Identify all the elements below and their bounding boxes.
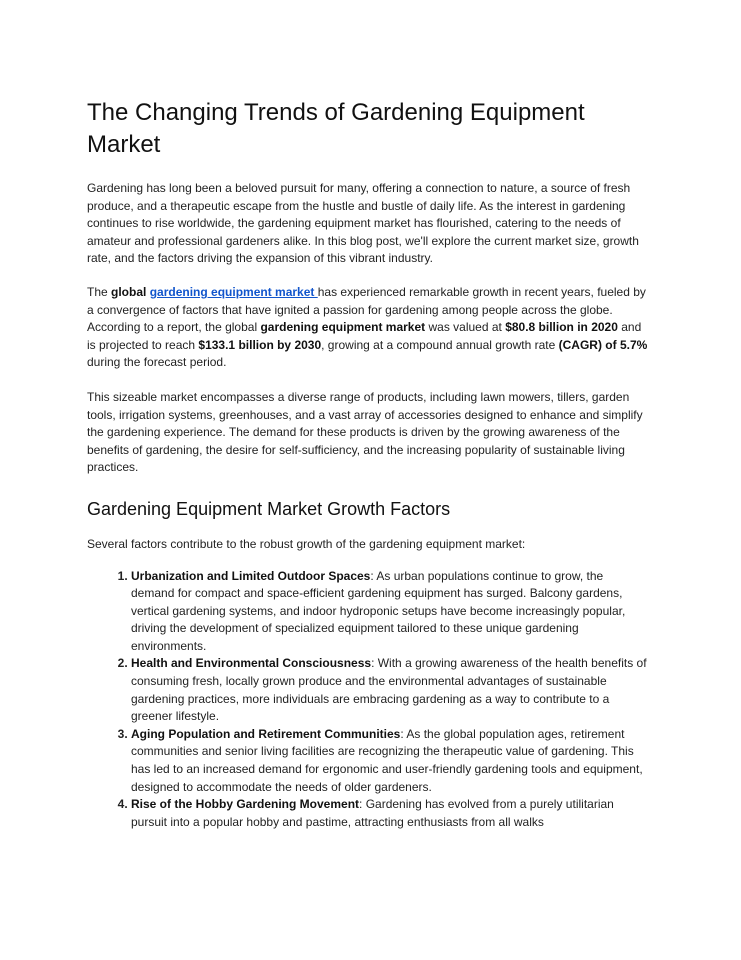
factors-list [87, 568, 649, 832]
list-item [131, 655, 649, 725]
market-text-3: was valued at [425, 320, 506, 335]
list-item [131, 796, 649, 831]
section-intro: Several factors contribute to the robust growth of the gardening equipment market: [87, 536, 526, 551]
market-text-6: during the forecast period. [87, 355, 227, 370]
list-item [131, 568, 649, 656]
factor-text: : Gardening has evolved from a purely utilitarian pursuit into a popular hobby and pastime, attracting enthusiasts from all walks [131, 797, 614, 829]
market-cagr: (CAGR) of 5.7% [558, 337, 648, 352]
factor-title: Aging Population and Retirement Communities [131, 726, 401, 741]
market-value-2030: $133.1 billion by 2030 [198, 337, 322, 352]
page-title: The Changing Trends of Gardening Equipment Market [87, 99, 585, 158]
factor-text: : As urban populations continue to grow, the demand for compact and space-efficient gardening equipment has surged. Balcony gardens, vertical gardening systems, and indoor hydroponic setups have become increasingly popular, driving the development of specialized equipment tailored to these unique gardening environments. [131, 568, 626, 653]
factor-text: : With a growing awareness of the health benefits of consuming fresh, locally grown produce and the environmental advantages of sustainable gardening practices, more individuals are embracing gardening as a way to contribute to a greener lifestyle. [131, 656, 647, 724]
list-item [131, 726, 649, 796]
market-text-4: and is projected to reach [87, 320, 642, 352]
factor-title: Health and Environmental Consciousness [131, 656, 372, 671]
factor-text: : As the global population ages, retirement communities and senior living facilities are recognizing the therapeutic value of gardening. This has led to an increased demand for ergonomic and user-friendly gardening tools and equipment, designed to accommodate the needs of older gardeners. [131, 726, 643, 794]
factor-title: Urbanization and Limited Outdoor Spaces [131, 568, 371, 583]
market-bold-global: global [111, 284, 150, 299]
market-link[interactable]: gardening equipment market [149, 284, 318, 299]
section-heading: Gardening Equipment Market Growth Factors [87, 498, 451, 519]
market-bold-name: gardening equipment market [260, 320, 426, 335]
products-paragraph: This sizeable market encompasses a diverse range of products, including lawn mowers, tillers, garden tools, irrigation systems, greenhouses, and a vast array of accessories designed to enhance and simplify the gardening experience. The demand for these products is driven by the growing awareness of the benefits of gardening, the desire for self-sufficiency, and the increasing popularity of sustainable living practices. [87, 389, 643, 475]
intro-paragraph: Gardening has long been a beloved pursuit for many, offering a connection to nature, a source of fresh produce, and a therapeutic escape from the hustle and bustle of daily life. As the interest in gardening continues to rise worldwide, the gardening equipment market has flourished, catering to the needs of amateur and professional gardeners alike. In this blog post, we'll explore the current market size, growth rate, and the factors driving the expansion of this vibrant industry. [87, 181, 639, 266]
market-value-2020: $80.8 billion in 2020 [505, 320, 618, 335]
market-text-5: , growing at a compound annual growth rate [321, 337, 559, 352]
market-paragraph [87, 284, 649, 372]
document-page [87, 97, 649, 831]
factor-title: Rise of the Hobby Gardening Movement [131, 797, 360, 812]
market-text-1: The [87, 284, 112, 299]
market-text-2: has experienced remarkable growth in recent years, fueled by a convergence of factors that have ignited a passion for gardening among people across the globe. According to a report, the global [87, 284, 646, 335]
